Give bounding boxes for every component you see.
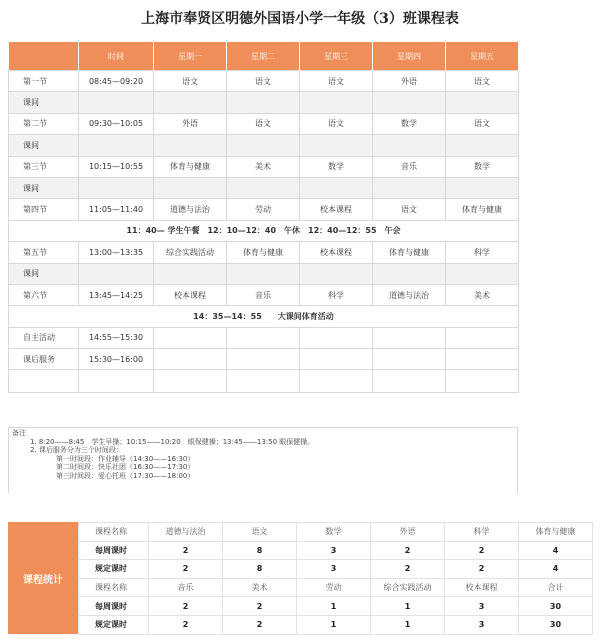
- subject-cell: [300, 370, 373, 393]
- stats-cell: 2: [371, 541, 445, 560]
- stats-cell: 2: [445, 541, 519, 560]
- schedule-break-row: [9, 92, 519, 113]
- subject-cell: 语文: [446, 113, 519, 134]
- stats-cell: 校本课程: [445, 578, 519, 597]
- subject-cell: [300, 135, 373, 156]
- schedule-break-row: [9, 263, 519, 284]
- period-cell: 第六节: [9, 284, 79, 305]
- subject-cell: [227, 349, 300, 370]
- stats-cell: 3: [445, 615, 519, 634]
- subject-cell: [446, 370, 519, 393]
- time-cell: 10:15—10:55: [79, 156, 154, 177]
- time-cell: 15:30—16:00: [79, 349, 154, 370]
- subject-cell: 校本课程: [300, 242, 373, 263]
- subject-cell: [154, 263, 227, 284]
- stats-cell: 科学: [445, 523, 519, 542]
- subject-cell: [373, 327, 446, 348]
- subject-cell: 道德与法治: [154, 199, 227, 220]
- subject-cell: 语文: [227, 71, 300, 92]
- stats-cell: 8: [223, 541, 297, 560]
- stats-cell: 2: [149, 615, 223, 634]
- subject-cell: [446, 349, 519, 370]
- header-cell: 星期一: [154, 42, 227, 71]
- schedule-row: [9, 284, 519, 305]
- time-cell: [79, 263, 154, 284]
- stats-cell: 语文: [223, 523, 297, 542]
- stats-cell: 2: [149, 560, 223, 579]
- schedule-span-row: [9, 220, 519, 241]
- stats-cell: 2: [445, 560, 519, 579]
- subject-cell: 科学: [300, 284, 373, 305]
- subject-cell: 语文: [446, 71, 519, 92]
- stats-body: [79, 523, 593, 635]
- period-cell: 课间: [9, 135, 79, 156]
- stats-cell: 美术: [223, 578, 297, 597]
- stats-cell: 4: [519, 560, 593, 579]
- stats-cell: 30: [519, 615, 593, 634]
- subject-cell: 校本课程: [300, 199, 373, 220]
- notes-label: 备注: [12, 429, 26, 437]
- subject-cell: [227, 370, 300, 393]
- stats-header-row: [79, 523, 593, 542]
- subject-cell: [446, 263, 519, 284]
- subject-cell: [154, 349, 227, 370]
- subject-cell: [373, 349, 446, 370]
- subject-cell: [154, 177, 227, 198]
- stats-cell: 1: [371, 597, 445, 616]
- stats-row-label: 规定课时: [79, 615, 149, 634]
- header-cell: 星期五: [446, 42, 519, 71]
- subject-cell: [446, 135, 519, 156]
- stats-cell: 道德与法治: [149, 523, 223, 542]
- time-cell: 11:05—11:40: [79, 199, 154, 220]
- period-cell: 课后服务: [9, 349, 79, 370]
- subject-cell: [154, 327, 227, 348]
- stats-cell: 3: [445, 597, 519, 616]
- subject-cell: 科学: [446, 242, 519, 263]
- header-cell: 星期二: [227, 42, 300, 71]
- subject-cell: [373, 92, 446, 113]
- stats-header-row: [79, 578, 593, 597]
- stats-cell: 1: [297, 615, 371, 634]
- period-cell: 课间: [9, 92, 79, 113]
- time-cell: [79, 177, 154, 198]
- subject-cell: [227, 177, 300, 198]
- header-cell: 星期四: [373, 42, 446, 71]
- subject-cell: 语文: [373, 199, 446, 220]
- period-cell: 自主活动: [9, 327, 79, 348]
- subject-cell: [154, 370, 227, 393]
- subject-cell: 数学: [373, 113, 446, 134]
- subject-cell: 外语: [154, 113, 227, 134]
- subject-cell: 数学: [446, 156, 519, 177]
- stats-value-row: [79, 615, 593, 634]
- stats-cell: 1: [297, 597, 371, 616]
- stats-cell: 2: [223, 615, 297, 634]
- schedule-table: [8, 42, 519, 393]
- stats-value-row: [79, 560, 593, 579]
- notes-subline: 第二时间段：快乐社团（16:30——17:30）: [56, 463, 195, 472]
- stats-cell: 2: [371, 560, 445, 579]
- period-cell: 第二节: [9, 113, 79, 134]
- stats-row-label: 每周课时: [79, 541, 149, 560]
- subject-cell: [227, 92, 300, 113]
- period-cell: [9, 370, 79, 393]
- stats-cell: 2: [149, 597, 223, 616]
- stats-row-label: 课程名称: [79, 578, 149, 597]
- period-cell: 第五节: [9, 242, 79, 263]
- subject-cell: [446, 327, 519, 348]
- subject-cell: 道德与法治: [373, 284, 446, 305]
- subject-cell: 语文: [300, 113, 373, 134]
- stats-table: [78, 522, 593, 635]
- subject-cell: 外语: [373, 71, 446, 92]
- time-cell: 13:45—14:25: [79, 284, 154, 305]
- stats-cell: 综合实践活动: [371, 578, 445, 597]
- notes-box: [8, 427, 518, 493]
- subject-cell: 劳动: [227, 199, 300, 220]
- subject-cell: [300, 92, 373, 113]
- stats-cell: 2: [149, 541, 223, 560]
- subject-cell: [373, 177, 446, 198]
- subject-cell: 数学: [300, 156, 373, 177]
- span-cell: 11：40— 学生午餐 12：10—12：40 午休 12：40—12：55 午会: [9, 220, 519, 241]
- subject-cell: [300, 263, 373, 284]
- subject-cell: 校本课程: [154, 284, 227, 305]
- period-cell: 课间: [9, 177, 79, 198]
- schedule-row: [9, 199, 519, 220]
- period-cell: 课间: [9, 263, 79, 284]
- subject-cell: 体育与健康: [154, 156, 227, 177]
- stats-cell: 3: [297, 560, 371, 579]
- stats-row-label: 课程名称: [79, 523, 149, 542]
- schedule-break-row: [9, 135, 519, 156]
- subject-cell: 美术: [227, 156, 300, 177]
- time-cell: 14:55—15:30: [79, 327, 154, 348]
- subject-cell: 语文: [300, 71, 373, 92]
- span-cell: 14：35—14：55 大课间体育活动: [9, 306, 519, 327]
- subject-cell: [373, 263, 446, 284]
- stats-label: 课程统计: [8, 522, 78, 634]
- schedule-break-row: [9, 177, 519, 198]
- subject-cell: [446, 92, 519, 113]
- subject-cell: [154, 135, 227, 156]
- subject-cell: [300, 177, 373, 198]
- stats-cell: 8: [223, 560, 297, 579]
- period-cell: 第三节: [9, 156, 79, 177]
- header-cell: 时间: [79, 42, 154, 71]
- header-cell: 星期三: [300, 42, 373, 71]
- subject-cell: 音乐: [373, 156, 446, 177]
- subject-cell: [446, 177, 519, 198]
- subject-cell: 语文: [227, 113, 300, 134]
- schedule-row: [9, 370, 519, 393]
- time-cell: [79, 135, 154, 156]
- time-cell: [79, 92, 154, 113]
- subject-cell: 综合实践活动: [154, 242, 227, 263]
- stats-cell: 3: [297, 541, 371, 560]
- stats-row-label: 每周课时: [79, 597, 149, 616]
- schedule-row: [9, 327, 519, 348]
- subject-cell: 语文: [154, 71, 227, 92]
- stats-cell: 数学: [297, 523, 371, 542]
- stats-value-row: [79, 597, 593, 616]
- stats-cell: 体育与健康: [519, 523, 593, 542]
- header-cell: [9, 42, 79, 71]
- subject-cell: 美术: [446, 284, 519, 305]
- stats-cell: 1: [371, 615, 445, 634]
- subject-cell: 音乐: [227, 284, 300, 305]
- subject-cell: [373, 135, 446, 156]
- schedule-span-row: [9, 306, 519, 327]
- schedule-row: [9, 156, 519, 177]
- subject-cell: [300, 327, 373, 348]
- stats-cell: 合计: [519, 578, 593, 597]
- subject-cell: [154, 92, 227, 113]
- schedule-row: [9, 113, 519, 134]
- stats-cell: 音乐: [149, 578, 223, 597]
- subject-cell: [227, 327, 300, 348]
- subject-cell: 体育与健康: [227, 242, 300, 263]
- time-cell: 13:00—13:35: [79, 242, 154, 263]
- subject-cell: [300, 349, 373, 370]
- subject-cell: [227, 135, 300, 156]
- period-cell: 第四节: [9, 199, 79, 220]
- stats-cell: 劳动: [297, 578, 371, 597]
- stats-cell: 4: [519, 541, 593, 560]
- subject-cell: [373, 370, 446, 393]
- stats-value-row: [79, 541, 593, 560]
- schedule-row: [9, 71, 519, 92]
- stats-cell: 2: [223, 597, 297, 616]
- schedule-body: [9, 71, 519, 393]
- notes-subline: 第一时间段：作业辅导（14:30——16:30）: [56, 454, 195, 463]
- page-title: 上海市奉贤区明德外国语小学一年级（3）班课程表: [141, 11, 459, 27]
- stats-cell: 外语: [371, 523, 445, 542]
- notes-line: 2. 课后服务分为三个时间段：: [30, 446, 123, 455]
- subject-cell: 体育与健康: [373, 242, 446, 263]
- subject-cell: [227, 263, 300, 284]
- period-cell: 第一节: [9, 71, 79, 92]
- stats-cell: 30: [519, 597, 593, 616]
- time-cell: [79, 370, 154, 393]
- schedule-row: [9, 242, 519, 263]
- time-cell: 08:45—09:20: [79, 71, 154, 92]
- schedule-row: [9, 349, 519, 370]
- time-cell: 09:30—10:05: [79, 113, 154, 134]
- notes-line: 1. 8:20——8:45 学生早操；10:15——10:20 眼保健操；13:45——13:50 眼保健操。: [30, 437, 315, 446]
- stats-row-label: 规定课时: [79, 560, 149, 579]
- schedule-header-row: [9, 42, 519, 71]
- notes-subline: 第三时间段：爱心托班（17:30——18:00）: [56, 471, 195, 480]
- subject-cell: 体育与健康: [446, 199, 519, 220]
